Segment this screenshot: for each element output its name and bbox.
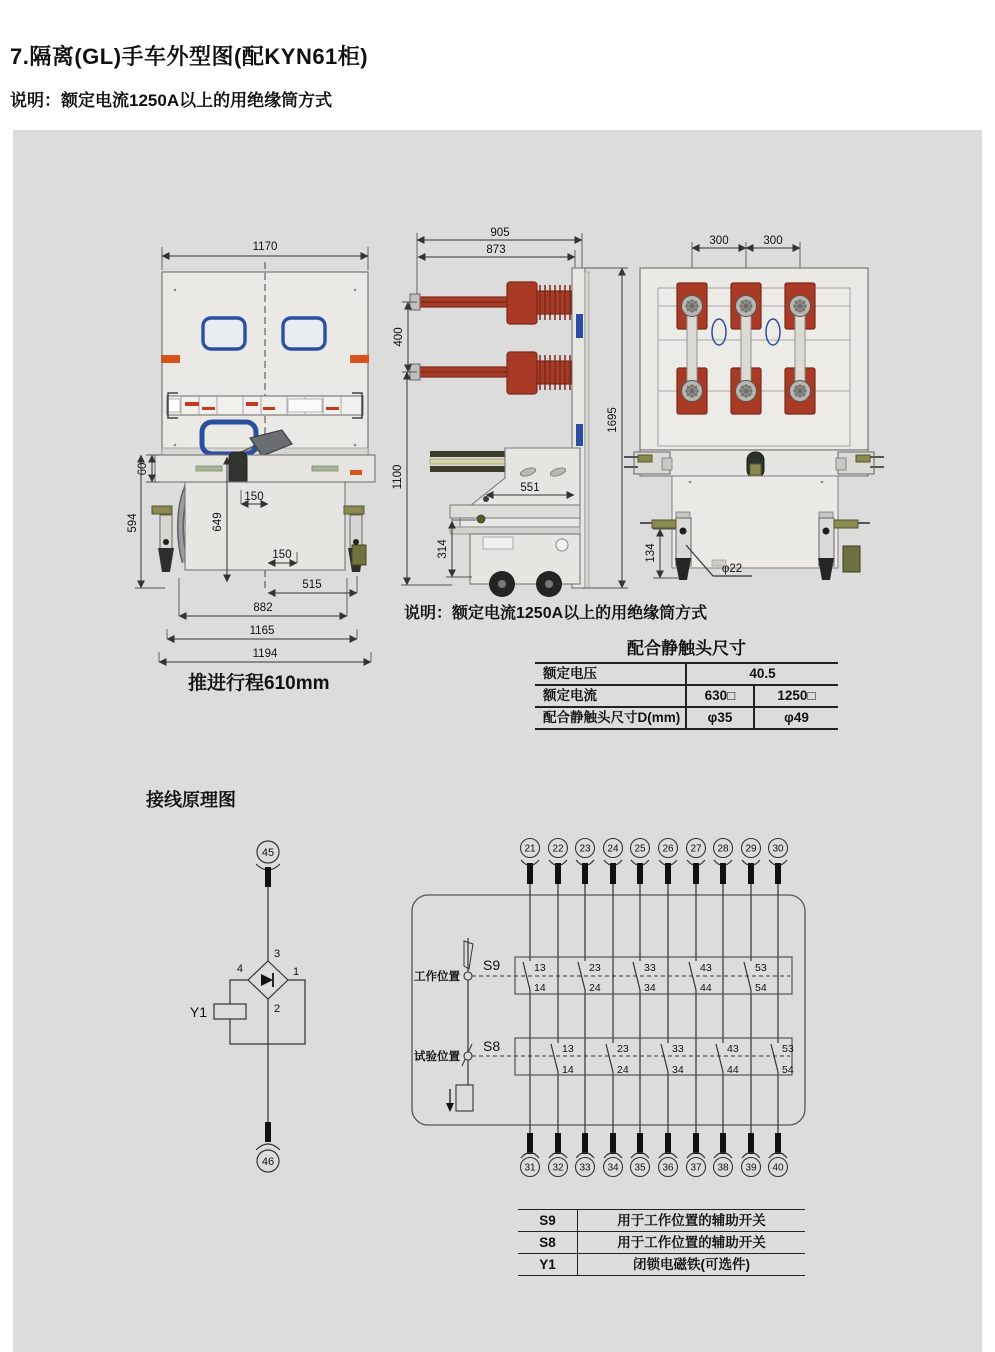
dim-label: 1194 (252, 648, 278, 660)
switch-label: S8 (483, 1038, 501, 1054)
solenoid-schematic (190, 841, 305, 1172)
terminal-number: 45 (261, 847, 275, 859)
nameplate-strip (167, 393, 363, 418)
insulator-arm-lower (410, 352, 571, 394)
terminal-number: 39 (745, 1162, 757, 1174)
table-cell: 40.5 (685, 664, 838, 686)
contact-number: 13 (534, 962, 546, 974)
contact-dimension-table (535, 662, 838, 730)
pin-label: 4 (236, 963, 243, 975)
dim-label: φ22 (721, 563, 743, 575)
window-left (203, 318, 245, 349)
terminal-number: 25 (634, 843, 646, 855)
dim-label: 134 (645, 543, 657, 563)
plug-pin (265, 1122, 271, 1142)
terminal-number: 28 (717, 843, 729, 855)
insulation-note: 说明：额定电流1250A以上的用绝缘筒方式 (404, 605, 708, 622)
pin-label: 3 (274, 948, 281, 960)
window-right (283, 318, 325, 349)
dim-label: 515 (302, 579, 322, 591)
terminal-number: 23 (579, 843, 591, 855)
dim-label: 594 (127, 513, 139, 533)
caster-left (152, 506, 174, 572)
insulator-arm-upper (410, 282, 571, 324)
contact-table-title: 配合静触头尺寸 (627, 639, 746, 658)
rear-view-drawing (624, 235, 884, 580)
actuator-node (464, 1052, 472, 1060)
aux-switch-schematic (412, 839, 805, 1177)
dim-label: 551 (520, 482, 540, 494)
table-cell: φ49 (753, 708, 838, 730)
plug-pin (265, 867, 271, 887)
terminal-number: 31 (524, 1162, 536, 1174)
terminal-number: 29 (745, 843, 757, 855)
page-title: 7.隔离(GL)手车外型图(配KYN61柜) (10, 44, 369, 69)
dim-label: 400 (393, 327, 405, 347)
bracket-right (836, 452, 884, 474)
contact-number: 14 (562, 1064, 574, 1076)
terminal-number: 40 (772, 1162, 784, 1174)
terminal-number: 26 (662, 843, 674, 855)
switch-box-outline (412, 895, 805, 1125)
dim-label: 882 (253, 602, 273, 614)
warning-tag-left (161, 355, 180, 363)
terminal-number: 32 (552, 1162, 564, 1174)
coil-symbol (214, 1004, 246, 1019)
dim-label: 1695 (607, 407, 619, 433)
terminal-number: 33 (579, 1162, 591, 1174)
position-label: 工作位置 (414, 971, 460, 983)
contact-number: 43 (727, 1043, 739, 1055)
caster-right (344, 506, 366, 572)
contact-number: 14 (534, 982, 546, 994)
bracket-left (624, 452, 672, 474)
contact-number: 34 (644, 982, 656, 994)
contact-number: 43 (700, 962, 712, 974)
contact-number: 33 (672, 1043, 684, 1055)
coil-label: Y1 (189, 1004, 207, 1020)
contact-number: 33 (644, 962, 656, 974)
legend-code: S9 (518, 1210, 577, 1232)
terminal-number: 24 (607, 843, 619, 855)
table-row-label: 配合静触头尺寸D(mm) (535, 708, 685, 730)
contact-number: 23 (617, 1043, 629, 1055)
contact-number: 23 (589, 962, 601, 974)
s9-switch-row (414, 938, 792, 1085)
pin-label: 1 (293, 966, 300, 978)
legend-code: Y1 (518, 1254, 577, 1276)
legend-desc: 用于工作位置的辅助开关 (577, 1232, 805, 1254)
legend-code: S8 (518, 1232, 577, 1254)
contact-number: 24 (617, 1064, 629, 1076)
front-view-drawing (127, 241, 375, 662)
s8-switch-row (414, 1038, 794, 1076)
top-terminals (521, 839, 788, 885)
position-label: 试验位置 (414, 1051, 460, 1063)
contact-number: 54 (782, 1064, 794, 1076)
legend-table (518, 1209, 805, 1276)
wires (523, 884, 778, 1133)
travel-indicator (446, 1085, 473, 1112)
dim-label: 300 (709, 235, 729, 247)
pin-label: 2 (274, 1003, 281, 1015)
dim-label: 649 (212, 512, 224, 532)
front-view-caption: 推进行程610mm (188, 673, 330, 694)
page-subtitle: 说明：额定电流1250A以上的用绝缘筒方式 (10, 91, 333, 110)
contact-number: 53 (755, 962, 767, 974)
terminal-number: 21 (524, 843, 536, 855)
dim-label: 150 (272, 549, 292, 561)
dim-label: 300 (763, 235, 783, 247)
table-row-label: 额定电流 (535, 686, 685, 708)
arrow-down-icon (446, 1103, 454, 1112)
wiring-diagram-heading: 接线原理图 (146, 790, 236, 810)
terminal-number: 30 (772, 843, 784, 855)
terminal-number: 22 (552, 843, 564, 855)
actuator-node (464, 972, 472, 980)
terminal-number: 27 (690, 843, 702, 855)
contact-number: 13 (562, 1043, 574, 1055)
dim-label: 1170 (252, 241, 278, 253)
legend-desc: 闭锁电磁铁(可选件) (577, 1254, 805, 1276)
dim-label: 314 (437, 539, 449, 559)
dim-label: 1165 (249, 625, 275, 637)
dim-label: 905 (490, 227, 510, 239)
contact-number: 24 (589, 982, 601, 994)
contact-number: 34 (672, 1064, 684, 1076)
table-cell: 630□ (685, 686, 753, 708)
contact-number: 44 (727, 1064, 739, 1076)
rear-caster-right (818, 512, 870, 580)
table-cell: 1250□ (753, 686, 838, 708)
terminal-number: 46 (261, 1156, 275, 1168)
terminal-number: 37 (690, 1162, 702, 1174)
terminal-number: 36 (662, 1162, 674, 1174)
terminal-number: 35 (634, 1162, 646, 1174)
table-row-label: 额定电压 (535, 664, 685, 686)
contact-number: 44 (700, 982, 712, 994)
switch-label: S9 (483, 957, 501, 973)
warning-tag-right (350, 355, 369, 363)
bottom-terminals (521, 1133, 788, 1177)
latch-knob (229, 452, 247, 486)
side-view-drawing (392, 227, 628, 597)
dim-label: 1100 (392, 464, 404, 490)
contact-number: 53 (782, 1043, 794, 1055)
dim-label: 150 (244, 491, 264, 503)
table-cell: φ35 (685, 708, 753, 730)
contact-number: 54 (755, 982, 767, 994)
legend-desc: 用于工作位置的辅助开关 (577, 1210, 805, 1232)
terminal-number: 38 (717, 1162, 729, 1174)
dim-label: 873 (486, 244, 506, 256)
terminal-number: 34 (607, 1162, 619, 1174)
dim-label: 60 (137, 462, 149, 476)
